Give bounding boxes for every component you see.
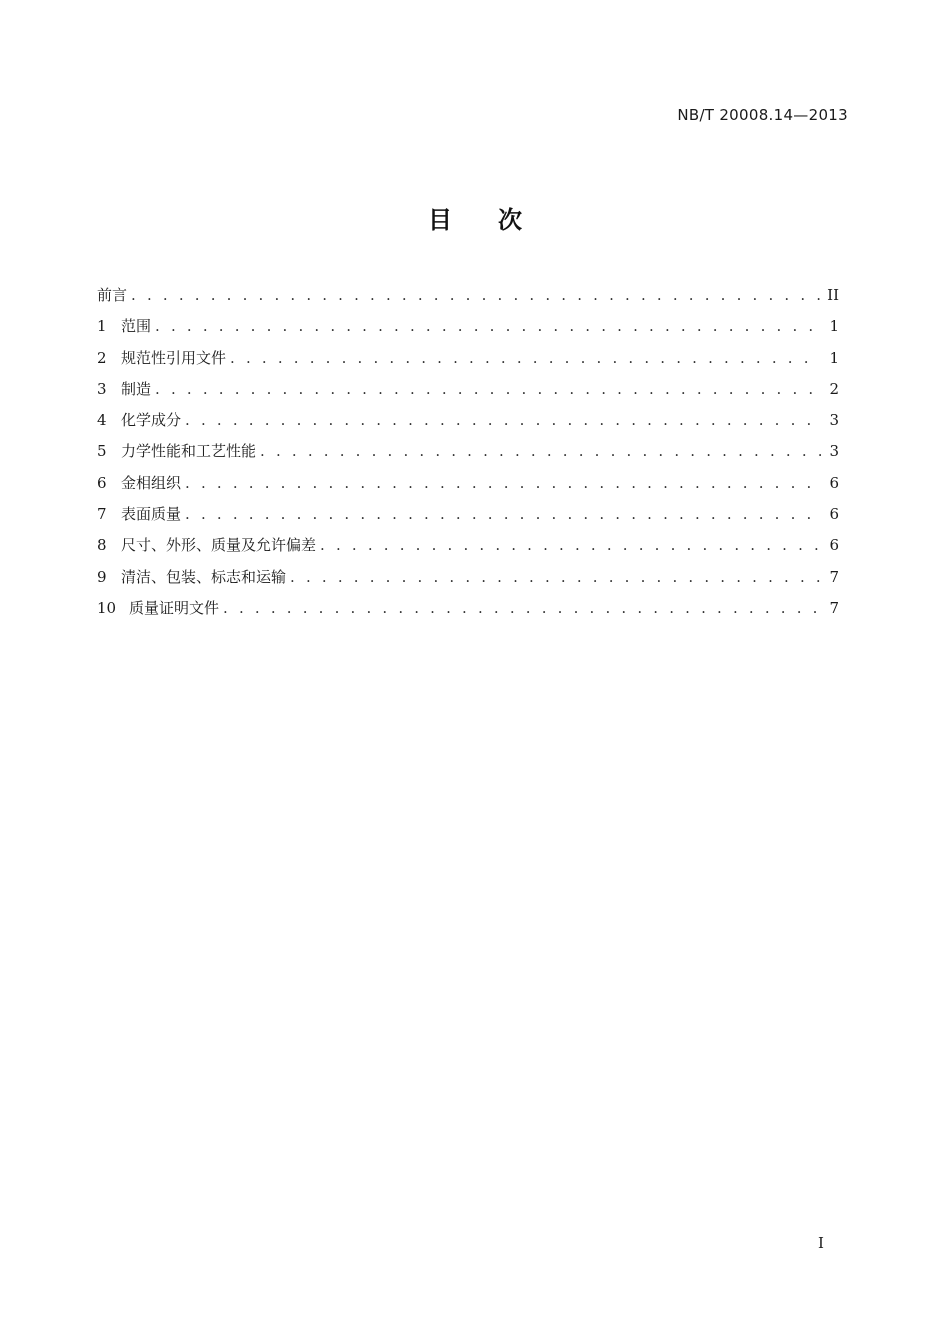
toc-leader-dots [185,468,821,499]
toc-leader-dots [185,405,821,436]
toc-entry-number: 3 [97,379,107,398]
toc-leader-dots [155,374,821,405]
toc-entry-8[interactable] [97,530,839,561]
toc-entry-page: 6 [829,473,839,492]
toc-entry-label: 清洁、包装、标志和运输 [121,567,287,586]
toc-entry-page: 1 [829,348,839,367]
toc-entry-number: 9 [97,567,107,586]
page-number: I [818,1234,824,1252]
toc-entry-1[interactable] [97,311,839,342]
toc-entry-page: 1 [829,317,839,336]
toc-entry-label: 力学性能和工艺性能 [121,442,257,461]
toc-entry-number: 10 [97,598,117,617]
toc-entry-page: 3 [829,411,839,430]
toc-leader-dots [290,562,821,593]
toc-entry-page: 2 [829,379,839,398]
table-of-contents [97,280,839,624]
toc-entry-4[interactable] [97,405,839,436]
toc-entry-label: 质量证明文件 [129,598,220,617]
toc-title: 目次 [428,206,568,234]
toc-leader-dots [131,280,821,311]
toc-leader-dots [223,593,821,624]
toc-entry-label: 化学成分 [121,411,182,430]
toc-leader-dots [185,499,821,530]
toc-entry-5[interactable] [97,436,839,467]
toc-entry-page: 7 [829,598,839,617]
toc-entry-page: II [827,286,839,304]
toc-entry-label: 规范性引用文件 [121,348,227,367]
toc-entry-number: 2 [97,348,107,367]
toc-entry-page: 3 [829,442,839,461]
toc-leader-dots [260,436,821,467]
toc-entry-label: 前言 [97,286,128,304]
toc-entry-label: 表面质量 [121,505,182,524]
toc-entry-number: 6 [97,473,107,492]
toc-entry-label: 尺寸、外形、质量及允许偏差 [121,536,317,555]
toc-entry-page: 6 [829,536,839,555]
toc-entry-number: 5 [97,442,107,461]
document-code: NB/T 20008.14—2013 [677,106,848,124]
toc-entry-label: 金相组织 [121,473,182,492]
toc-leader-dots [155,311,821,342]
toc-entry-foreword[interactable] [97,280,839,311]
toc-entry-label: 制造 [121,379,152,398]
toc-entry-number: 1 [97,317,107,336]
toc-entry-number: 4 [97,411,107,430]
toc-entry-page: 7 [829,567,839,586]
toc-entry-number: 8 [97,536,107,555]
toc-entry-7[interactable] [97,499,839,530]
toc-entry-6[interactable] [97,468,839,499]
toc-leader-dots [320,530,821,561]
toc-entry-10[interactable] [97,593,839,624]
toc-entry-label: 范围 [121,317,152,336]
toc-entry-9[interactable] [97,562,839,593]
toc-entry-page: 6 [829,505,839,524]
toc-entry-number: 7 [97,505,107,524]
toc-entry-3[interactable] [97,374,839,405]
toc-entry-2[interactable] [97,343,839,374]
toc-leader-dots [230,343,821,374]
